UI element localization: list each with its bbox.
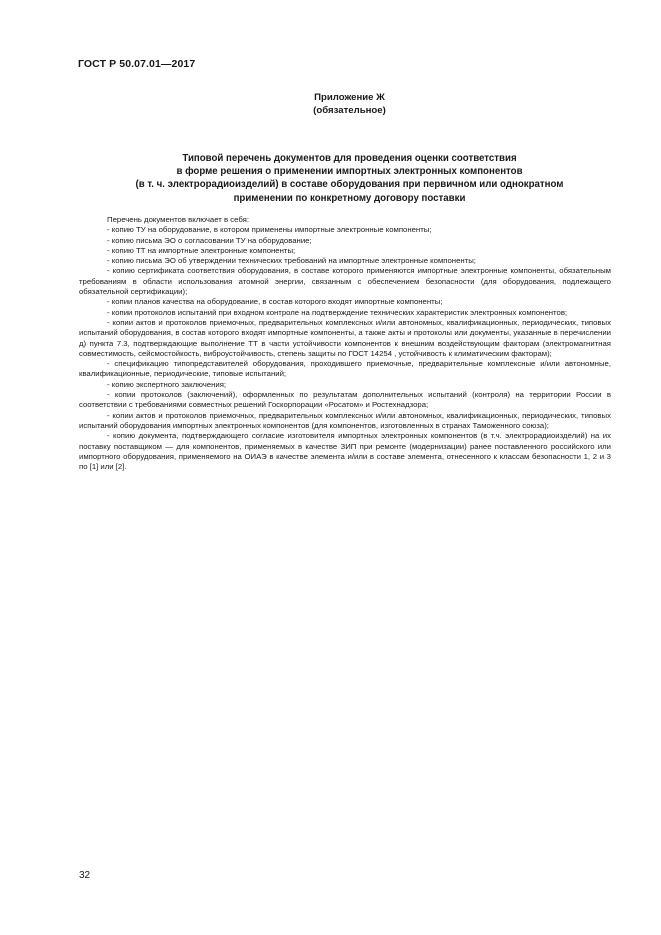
list-item: - копии актов и протоколов приемочных, предварительных комплексных и/или автономных, квалификационных, периодических, типовых испытаний оборудования импортных электронных компонентов (для компонентов, изготовленных в странах Таможенного союза); (79, 410, 611, 430)
title-line: применении по конкретному договору поставки (233, 192, 466, 204)
intro-text: Перечень документов включает в себя: (107, 215, 249, 224)
list-item: - копию письма ЭО о согласовании ТУ на оборудование; (107, 235, 312, 245)
list-item: - копии протоколов испытаний при входном контроле на подтверждение технических характеристик электронных компонентов; (107, 307, 568, 317)
annex-status: (обязательное) (313, 105, 386, 116)
list-item: - копию ТУ на оборудование, в котором применены импортные электронные компоненты; (107, 225, 432, 235)
title-line: в форме решения о применении импортных электронных компонентов (176, 166, 523, 178)
annex-title: Приложение Ж (314, 92, 385, 103)
document-title (0, 152, 661, 205)
list-item: - копию сертификата соответствия оборудования, в составе которого применяются импортные электронные компоненты, обязательным требованиям в области использования атомной энергии, связанным с обеспечением безопасности (для оборудования, подлежащего обязательной сертификации); (79, 266, 611, 297)
list-item: - копию экспертного заключения; (107, 379, 227, 389)
title-line: (в т. ч. электрорадиоизделий) в составе оборудования при первичном или однократном (135, 179, 564, 191)
list-item: - копии протоколов (заключений), оформленных по результатам дополнительных испытаний (контроля) на территории России в соответствии с требованиями совместных решений Госкорпорации «Росатом» и Ростехнадзора; (79, 390, 611, 410)
list-item: - спецификацию типопредставителей оборудования, проходившего приемочные, предварительные комплексные и/или автономные, квалификационные, периодические, типовые испытаний; (79, 359, 611, 379)
list-item: - копии актов и протоколов приемочных, предварительных комплексных и/или автономных, квалификационных, периодических, типовых испытаний оборудования, в состав которого входят импортные компоненты, а также акты и протоколы или документы, указанные в перечислении д) пункта 7.3, подтверждающие выполнение ТТ в части устойчивости компонентов к внешним воздействующим факторам (электромагнитная совместимость, сейсмостойкость, виброустойчивость, степень защиты по ГОСТ 14254 , устойчивость к климатическим факторам); (79, 317, 611, 358)
standard-header: ГОСТ Р 50.07.01—2017 (78, 58, 196, 70)
list-item: - копии планов качества на оборудование, в состав которого входят импортные компоненты; (107, 297, 443, 307)
annex-heading (0, 91, 661, 117)
document-body (79, 215, 611, 472)
title-line: Типовой перечень документов для проведения оценки соответствия (182, 153, 517, 164)
list-item: - копию документа, подтверждающего согласие изготовителя импортных электронных компонентов (в т.ч. электрорадиоизделий) на их поставку поставщиком — для компонентов, применяемых в качестве ЗИП при ремонте (модернизации) ранее поставленного российского или импортного оборудования, применяемого на ОИАЭ в качестве элемента и/или в составе элемента, отнесенного к классам безопасности 1, 2 и 3 по [1] или [2]. (79, 431, 611, 472)
list-item: - копию письма ЭО об утверждении технических требований на импортные электронные компоненты; (107, 256, 476, 266)
list-item: - копию ТТ на импортные электронные компоненты; (107, 245, 296, 255)
page-number: 32 (79, 870, 91, 881)
